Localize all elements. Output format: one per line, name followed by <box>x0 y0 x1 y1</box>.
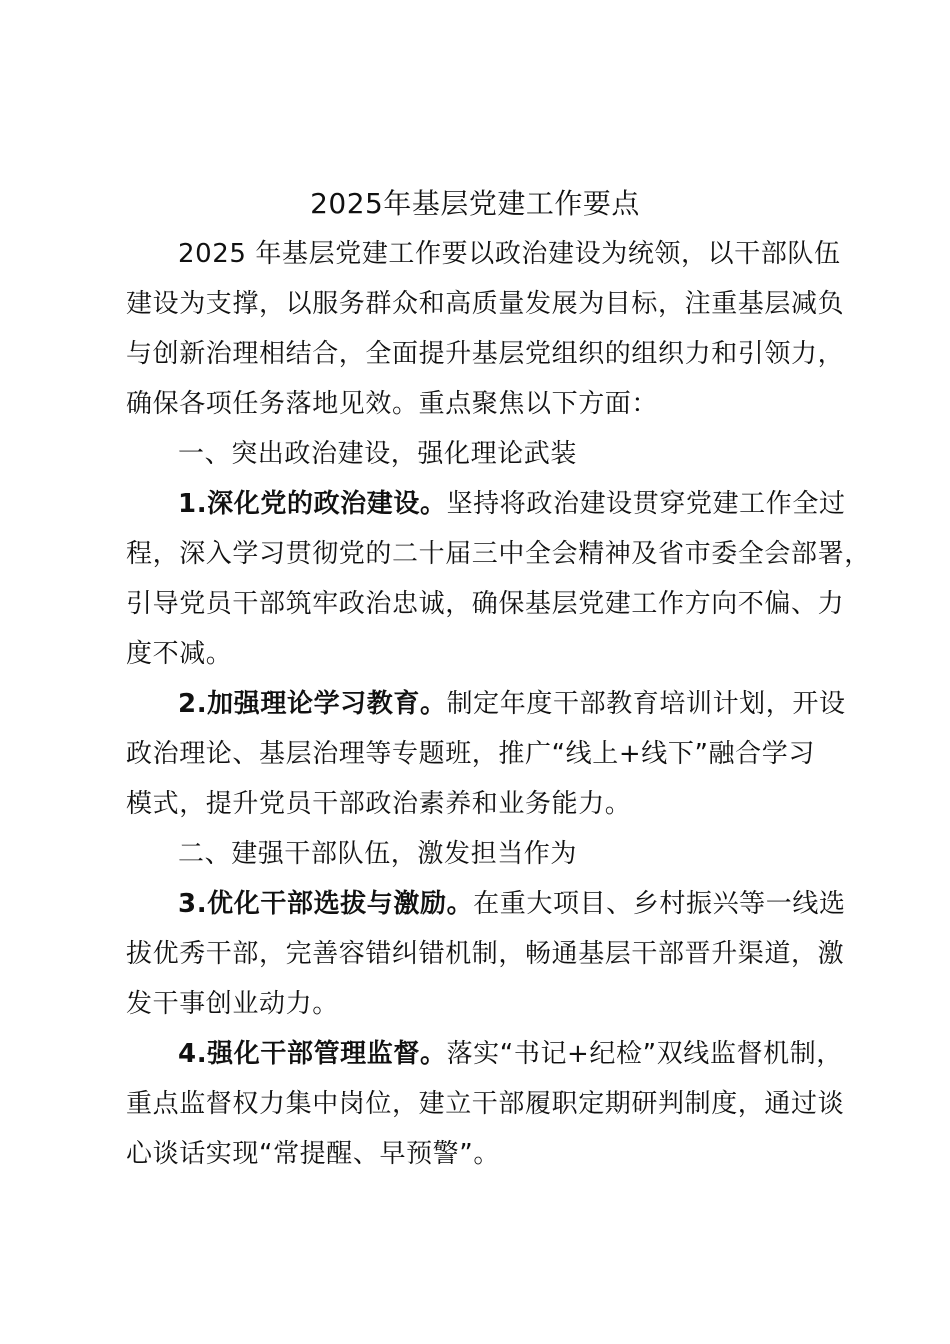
item-4-first-line <box>178 1034 843 1074</box>
item-3-line-2: 拔优秀干部，完善容错纠错机制，畅通基层干部晋升渠道，激 <box>126 939 845 969</box>
intro-line-1: 2025 年基层党建工作要以政治建设为统领，以干部队伍 <box>178 239 841 269</box>
item-2-first-line <box>178 684 846 724</box>
item-4-line-2: 重点监督权力集中岗位，建立干部履职定期研判制度，通过谈 <box>126 1089 845 1119</box>
item-4-text: 落实“书记+纪检”双线监督机制， <box>446 1039 843 1069</box>
intro-line-4: 确保各项任务落地见效。重点聚焦以下方面： <box>126 389 659 419</box>
item-3-text: 在重大项目、乡村振兴等一线选 <box>473 889 846 919</box>
item-3-first-line <box>178 884 846 924</box>
item-4-line-3: 心谈话实现“常提醒、早预警”。 <box>126 1139 500 1169</box>
document-title: 2025年基层党建工作要点 <box>310 187 640 220</box>
item-2-line-2: 政治理论、基层治理等专题班，推广“线上+线下”融合学习 <box>126 739 815 769</box>
item-1-text: 坚持将政治建设贯穿党建工作全过 <box>446 489 846 519</box>
intro-line-3: 与创新治理相结合，全面提升基层党组织的组织力和引领力， <box>126 339 845 369</box>
item-2-line-3: 模式，提升党员干部政治素养和业务能力。 <box>126 789 632 819</box>
item-2-label: 2.加强理论学习教育。 <box>178 689 447 719</box>
section-1-heading: 一、突出政治建设，强化理论武装 <box>178 439 578 469</box>
item-1-first-line <box>178 484 846 524</box>
item-3-line-3: 发干事创业动力。 <box>126 989 339 1019</box>
item-1-label: 1.深化党的政治建设。 <box>178 489 447 519</box>
item-3-label: 3.优化干部选拔与激励。 <box>178 889 474 919</box>
intro-line-2: 建设为支撑，以服务群众和高质量发展为目标，注重基层减负 <box>126 289 845 319</box>
item-1-line-2: 程，深入学习贯彻党的二十届三中全会精神及省市委全会部署， <box>126 539 871 569</box>
section-2-heading: 二、建强干部队伍，激发担当作为 <box>178 839 578 869</box>
item-2-text: 制定年度干部教育培训计划，开设 <box>446 689 846 719</box>
item-4-label: 4.强化干部管理监督。 <box>178 1039 447 1069</box>
item-1-line-3: 引导党员干部筑牢政治忠诚，确保基层党建工作方向不偏、力 <box>126 589 845 619</box>
item-1-line-4: 度不减。 <box>126 639 233 669</box>
